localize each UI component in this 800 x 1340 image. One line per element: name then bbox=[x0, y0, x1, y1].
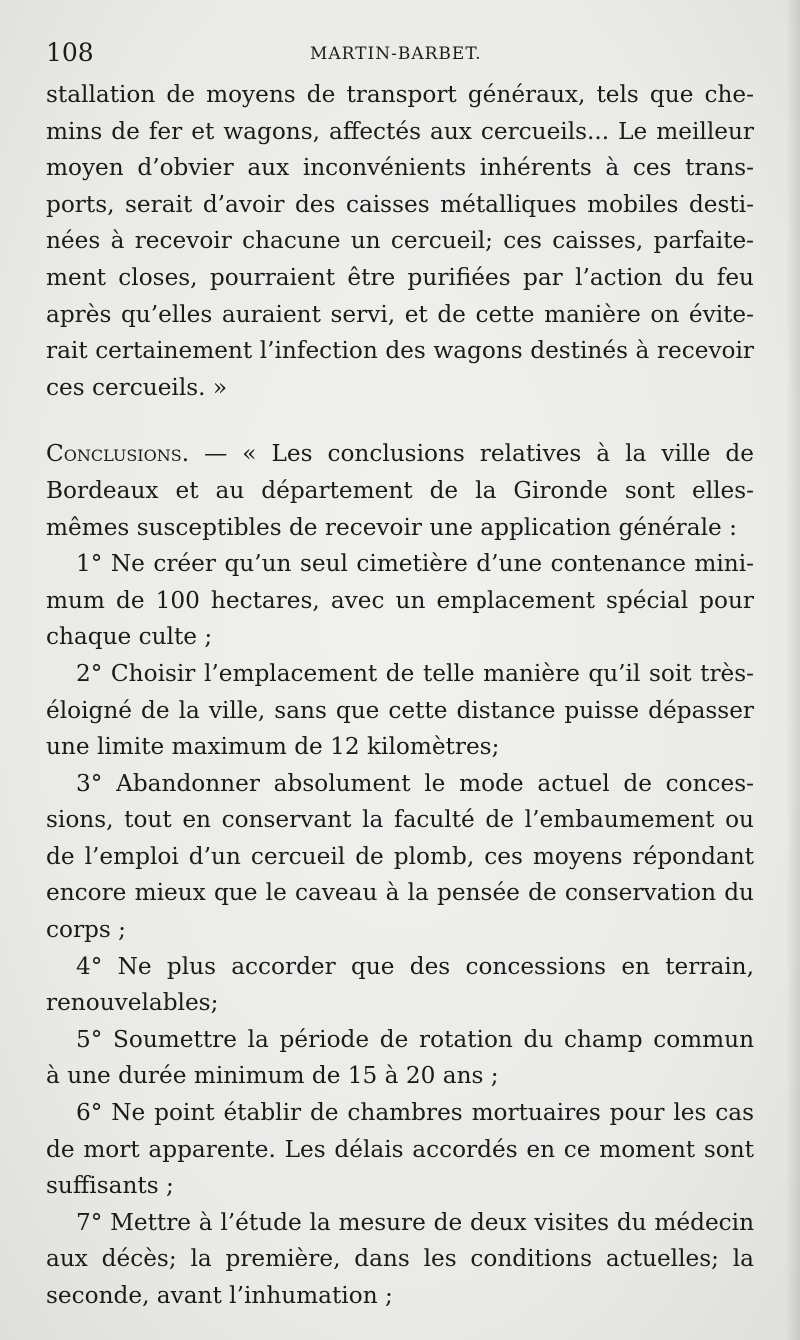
page-number: 108 bbox=[46, 38, 94, 67]
conclusion-item-3 bbox=[46, 766, 754, 949]
text-line: éloigné de la ville, sans que cette distance puisse dépasser bbox=[46, 696, 754, 724]
text-line: ces cercueils. » bbox=[46, 373, 228, 401]
text-line: ment closes, pourraient être purifiées par l’action du feu bbox=[46, 263, 754, 291]
text-line: de l’emploi d’un cercueil de plomb, ces moyens répondant bbox=[46, 842, 754, 870]
conclusion-item-7 bbox=[46, 1205, 754, 1315]
conclusions-intro: — « Les conclusions relatives à la ville de bbox=[189, 440, 754, 468]
text-line: mêmes susceptibles de recevoir une application générale : bbox=[46, 513, 737, 541]
conclusion-item-5 bbox=[46, 1022, 754, 1095]
paragraph-conclusions bbox=[46, 436, 754, 546]
text-line: nées à recevoir chacune un cercueil; ces caisses, parfaite- bbox=[46, 227, 754, 255]
text-line: après qu’elles auraient servi, et de cette manière on évite- bbox=[46, 300, 754, 328]
body-text bbox=[46, 77, 754, 1315]
text-line: stallation de moyens de transport généraux, tels que che- bbox=[46, 81, 754, 108]
page-header bbox=[46, 38, 752, 68]
text-line: mum de 100 hectares, avec un emplacement spécial pour bbox=[46, 586, 754, 614]
text-line: ports, serait d’avoir des caisses métalliques mobiles desti- bbox=[46, 190, 754, 218]
text-line: rait certainement l’infection des wagons destinés à recevoir bbox=[46, 337, 754, 365]
text-line: moyen d’obvier aux inconvénients inhérents à ces trans- bbox=[46, 154, 754, 182]
text-line: 5° Soumettre la période de rotation du champ commun bbox=[76, 1025, 754, 1053]
conclusion-item-6 bbox=[46, 1095, 754, 1205]
paragraph-transport bbox=[46, 77, 754, 406]
text-line: chaque culte ; bbox=[46, 623, 213, 651]
text-line: mins de fer et wagons, affectés aux cercueils... Le meilleur bbox=[46, 117, 754, 145]
page-edge-shadow bbox=[786, 0, 800, 1340]
conclusion-item-4 bbox=[46, 949, 754, 1022]
text-line: corps ; bbox=[46, 916, 126, 944]
paragraph-gap bbox=[46, 406, 754, 436]
text-line: 7° Mettre à l’étude la mesure de deux visites du médecin bbox=[76, 1208, 754, 1236]
text-line: Bordeaux et au département de la Gironde sont elles- bbox=[46, 476, 754, 504]
text-line: 6° Ne point établir de chambres mortuaires pour les cas bbox=[76, 1099, 754, 1127]
conclusion-item-2 bbox=[46, 656, 754, 766]
text-line: aux décès; la première, dans les conditions actuelles; la bbox=[46, 1245, 754, 1273]
text-line: 2° Choisir l’emplacement de telle manière qu’il soit très- bbox=[76, 659, 754, 687]
conclusion-item-1 bbox=[46, 546, 754, 656]
text-line: une limite maximum de 12 kilomètres; bbox=[46, 733, 500, 761]
text-line: 4° Ne plus accorder que des concessions en terrain, bbox=[76, 952, 754, 980]
text-line: suffisants ; bbox=[46, 1172, 174, 1200]
conclusions-heading: Conclusions. bbox=[46, 440, 190, 468]
text-line: à une durée minimum de 15 à 20 ans ; bbox=[46, 1062, 499, 1090]
text-line bbox=[46, 436, 754, 473]
text-line: encore mieux que le caveau à la pensée de conservation du bbox=[46, 879, 754, 907]
running-title: MARTIN-BARBET. bbox=[310, 44, 482, 64]
text-line: 3° Abandonner absolument le mode actuel de conces- bbox=[76, 769, 754, 797]
text-line: seconde, avant l’inhumation ; bbox=[46, 1282, 393, 1309]
text-line: 1° Ne créer qu’un seul cimetière d’une contenance mini- bbox=[76, 550, 754, 578]
text-line: renouvelables; bbox=[46, 989, 219, 1017]
text-line: de mort apparente. Les délais accordés en ce moment sont bbox=[46, 1135, 754, 1163]
text-line: sions, tout en conservant la faculté de l’embaumement ou bbox=[46, 806, 754, 834]
